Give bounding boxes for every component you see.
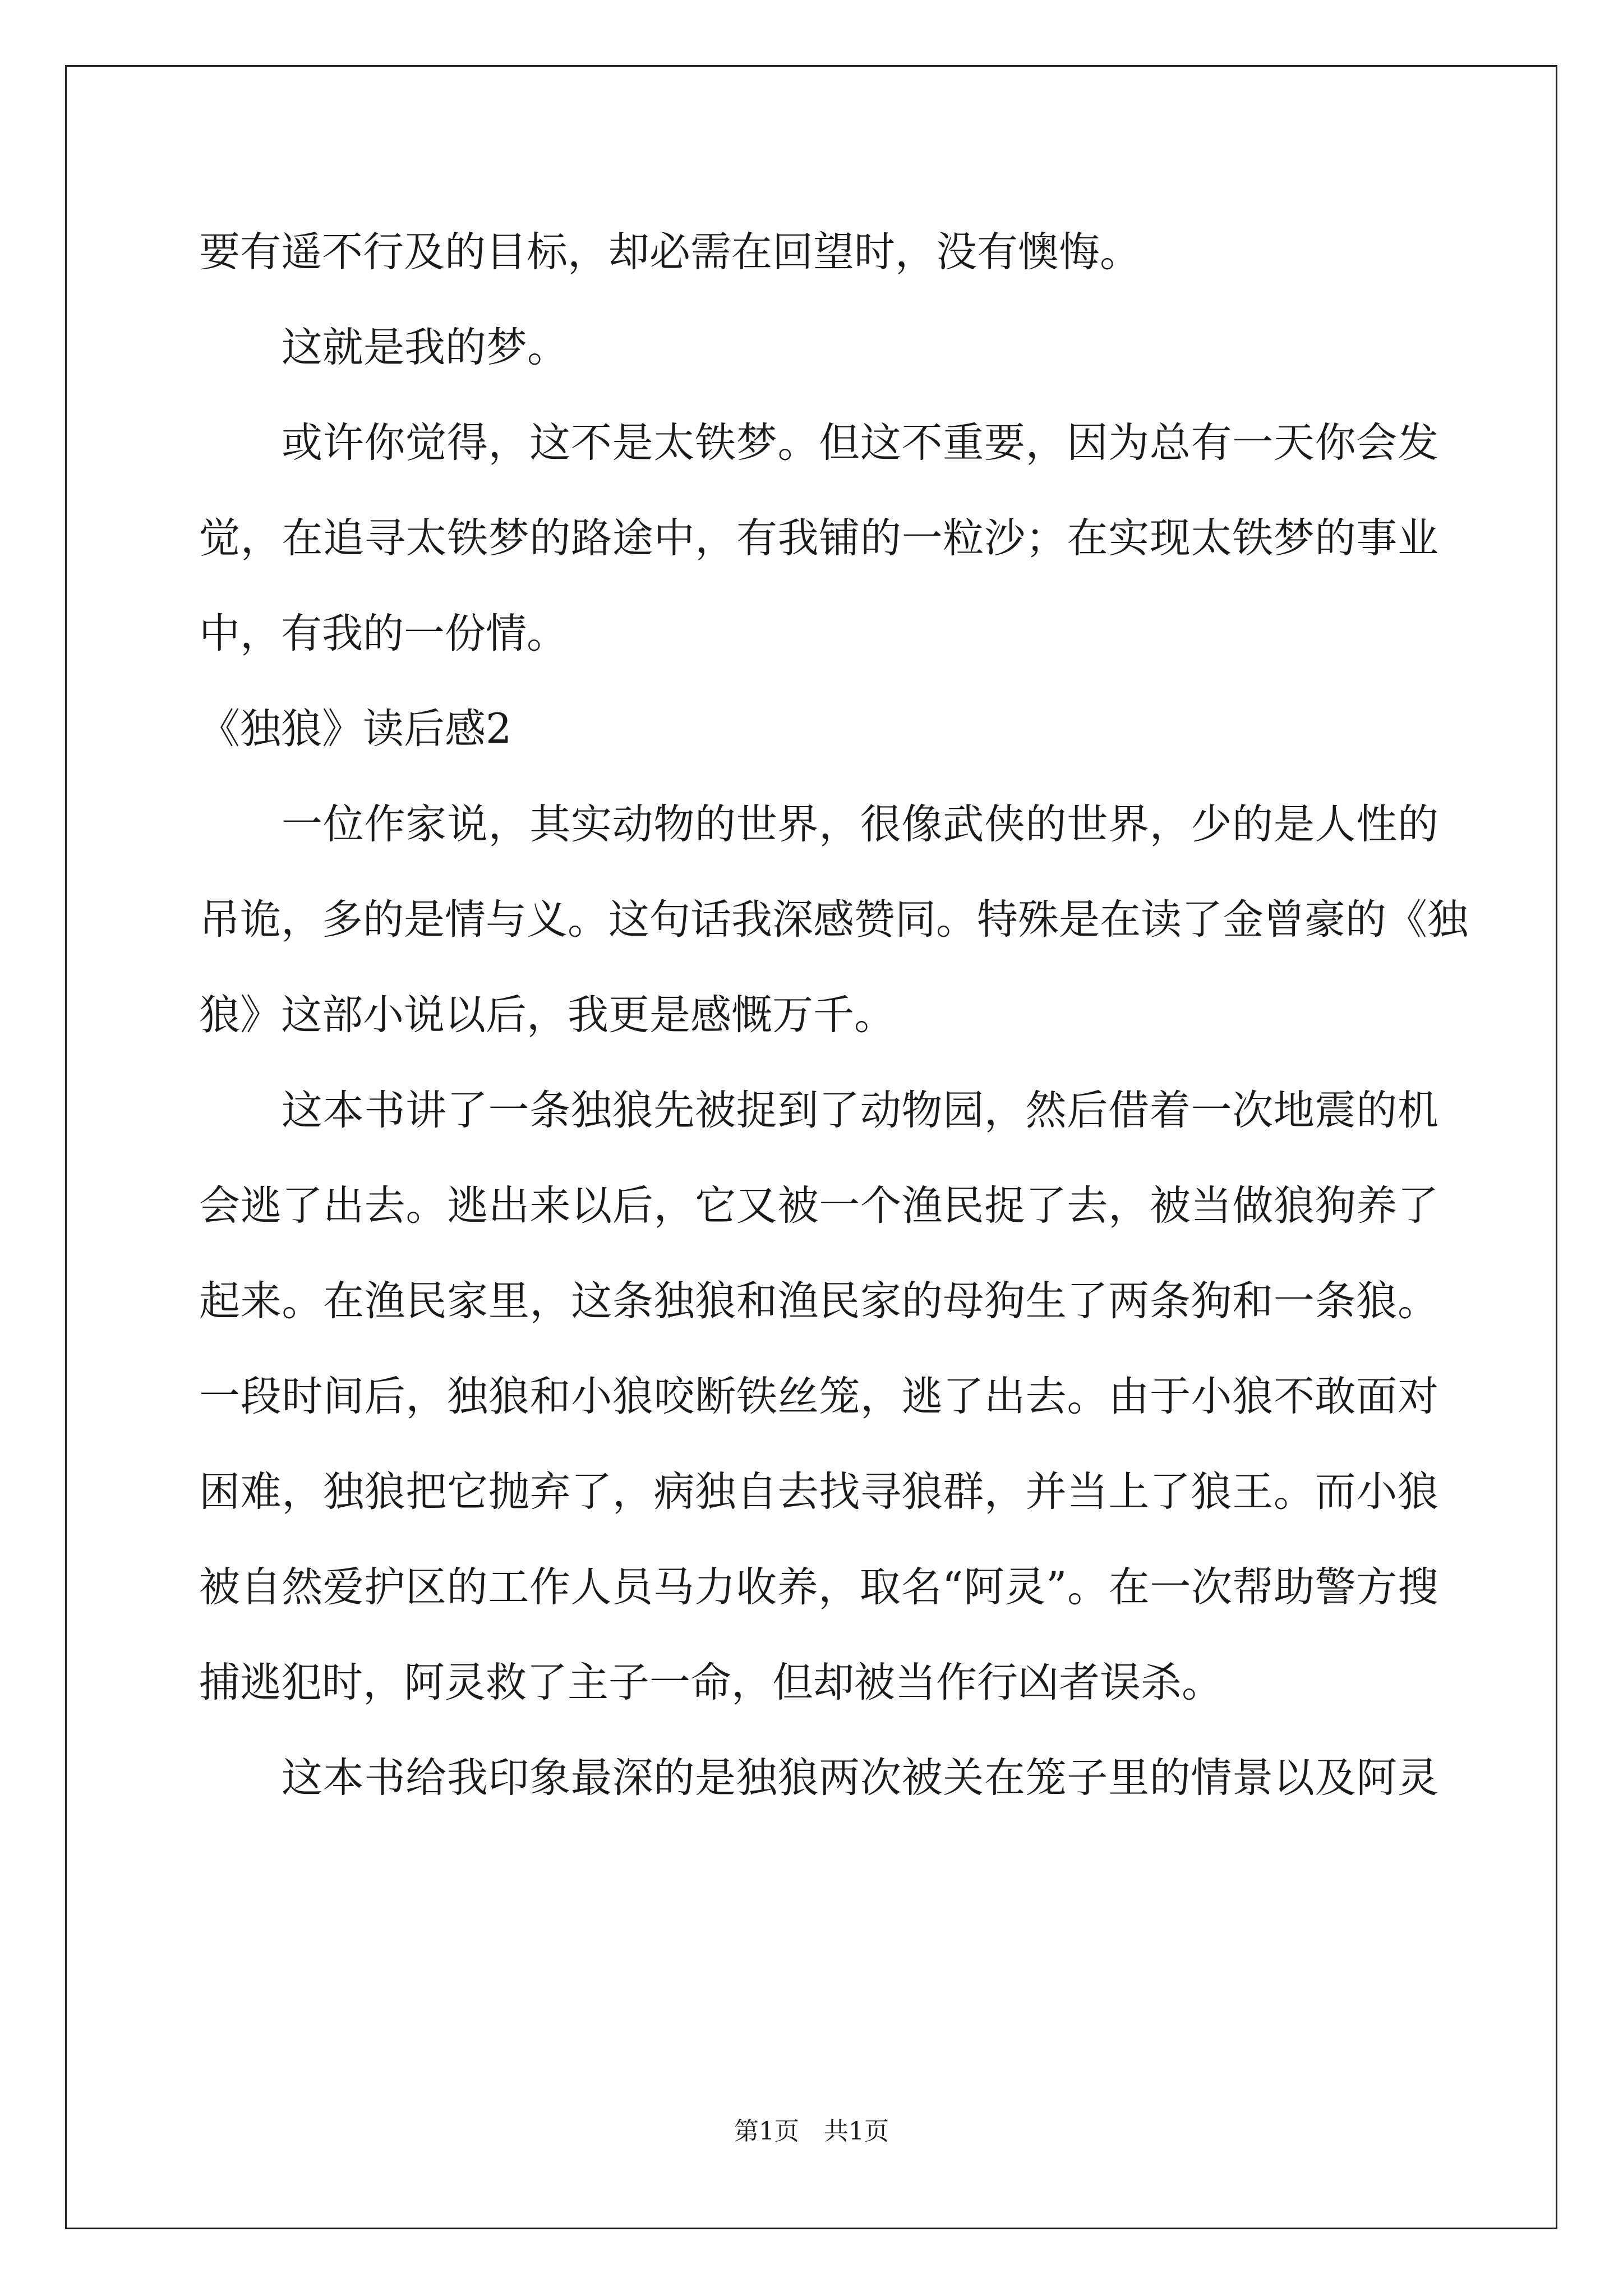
text-line: 被自然爱护区的工作人员马力收养，取名“阿灵”。在一次帮助警方搜 (199, 1563, 1438, 1611)
text-line: 这就是我的梦。 (282, 324, 568, 371)
text-line: 狼》这部小说以后，我更是感慨万千。 (199, 991, 895, 1039)
text-line: 中，有我的一份情。 (199, 610, 568, 657)
section-heading: 《独狼》读后感2 (199, 705, 512, 753)
text-line: 一位作家说，其实动物的世界，很像武侠的世界，少的是人性的 (282, 800, 1438, 848)
page-number: 第1页 共1页 (734, 2117, 889, 2146)
page-border (65, 65, 1557, 2229)
text-line: 要有遥不行及的目标，却必需在回望时，没有懊悔。 (199, 228, 1141, 276)
text-line: 一段时间后，独狼和小狼咬断铁丝笼，逃了出去。由于小狼不敢面对 (199, 1373, 1438, 1420)
text-line: 困难，独狼把它抛弃了，病独自去找寻狼群，并当上了狼王。而小狼 (199, 1468, 1438, 1516)
text-line: 这本书讲了一条独狼先被捉到了动物园，然后借着一次地震的机 (282, 1087, 1438, 1134)
text-line: 这本书给我印象最深的是独狼两次被关在笼子里的情景以及阿灵 (282, 1754, 1438, 1802)
text-line: 或许你觉得，这不是太铁梦。但这不重要，因为总有一天你会发 (282, 419, 1438, 467)
text-line: 捕逃犯时，阿灵救了主子一命，但却被当作行凶者误杀。 (199, 1659, 1223, 1706)
text-line: 觉，在追寻太铁梦的路途中，有我铺的一粒沙；在实现太铁梦的事业 (199, 514, 1438, 562)
text-line: 起来。在渔民家里，这条独狼和渔民家的母狗生了两条狗和一条狼。 (199, 1277, 1438, 1325)
text-line: 会逃了出去。逃出来以后，它又被一个渔民捉了去，被当做狼狗养了 (199, 1182, 1438, 1230)
text-line: 吊诡，多的是情与义。这句话我深感赞同。特殊是在读了金曾豪的《独 (199, 896, 1468, 944)
